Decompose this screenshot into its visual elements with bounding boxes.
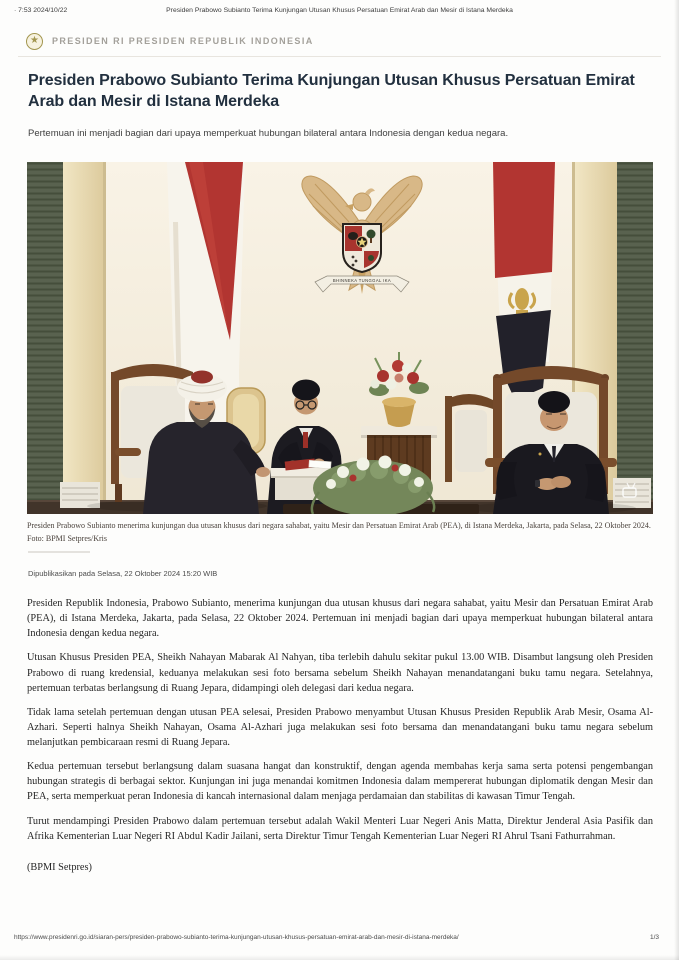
page-indicator: 1/3	[649, 934, 659, 941]
section-divider	[28, 551, 90, 553]
site-header	[18, 26, 661, 57]
site-brand: PRESIDEN RI PRESIDEN REPUBLIK INDONESIA	[52, 36, 314, 46]
paragraph: Presiden Republik Indonesia, Prabowo Subianto, menerima kunjungan dua utusan khusus dari negara sahabat, yaitu Mesir dan Persatuan Emirat Arab (PEA), di Istana Merdeka, Jakarta, pada Selasa, 22 Oktober 2024. Pertemuan ini menjadi bagian dari upaya memperkuat hubungan bilateral antara Indonesia dengan kedua negara.	[27, 598, 653, 640]
right-radiator	[613, 478, 651, 508]
star-icon: ★	[30, 34, 39, 46]
published-date: Dipublikasikan pada Selasa, 22 Oktober 2024 15:20 WIB	[28, 569, 218, 578]
black-peci	[292, 380, 320, 401]
right-window-shutter	[617, 162, 653, 514]
presiden-ri-logo	[26, 33, 43, 50]
black-peci	[538, 391, 570, 413]
print-doc-title: Presiden Prabowo Subianto Terima Kunjungan Utusan Khusus Persatuan Emirat Arab dan Mesir di Istana Merdeka	[166, 7, 513, 14]
left-window-shutter	[27, 162, 63, 514]
print-header	[14, 7, 665, 19]
print-footer	[14, 934, 659, 946]
paragraph: Turut mendampingi Presiden Prabowo dalam pertemuan tersebut adalah Wakil Menteri Luar Negeri Anis Matta, Direktur Jenderal Asia Pasifik dan Afrika Kementerian Luar Negeri RI Abdul Kadir Jailani, serta Direktur Timur Tengah Kementerian Luar Negeri RI Ahrul Tsani Fathurrahman.	[27, 815, 653, 842]
article-title: Presiden Prabowo Subianto Terima Kunjungan Utusan Khusus Persatuan Emirat Arab dan Mesir di Istana Merdeka	[28, 72, 635, 111]
source-url: https://www.presidenri.go.id/siaran-pers/presiden-prabowo-subianto-terima-kunjungan-utusan-khusus-persatuan-emirat-arab-dan-mesir-di-istana-merdeka/	[14, 934, 459, 941]
article-subtitle: Pertemuan ini menjadi bagian dari upaya memperkuat hubungan bilateral antara Indonesia dengan kedua negara.	[28, 128, 509, 139]
article-body	[27, 596, 653, 884]
article-credit: (BPMI Setpres)	[27, 861, 92, 873]
emblem-banner-text: BHINNEKA TUNGGAL IKA	[332, 278, 392, 283]
left-column	[63, 162, 105, 514]
paragraph: Tidak lama setelah pertemuan dengan utusan PEA selesai, Presiden Prabowo menyambut Utusan Khusus Presiden Republik Arab Mesir, Osama Al-Azhari. Seperti halnya Sheikh Nahayan, Osama Al-Azhari juga melakukan sesi foto bersama dan menandatangani buku tamu negara sebelum melanjutkan pembicaraan resmi di Ruang Jepara.	[27, 706, 653, 748]
print-timestamp: · 7:53 2024/10/22	[14, 7, 68, 14]
paragraph: Kedua pertemuan tersebut berlangsung dalam suasana hangat dan konstruktif, dengan agenda membahas kerja sama serta potensi pengembangan hubungan strategis di berbagai sektor. Kunjungan ini juga menandai komitmen Indonesia dalam mempererat hubungan diplomatik dengan Mesir dan PEA, serta memperkuat peran Indonesia di kancah internasional dalam menjaga perdamaian dan stabilitas di kawasan Timur Tengah.	[27, 761, 653, 803]
article-photo	[27, 162, 653, 514]
paragraph: Utusan Khusus Presiden PEA, Sheikh Nahayan Mabarak Al Nahyan, tiba terlebih dahulu sekitar pukul 13.00 WIB. Disambut langsung oleh Presiden Prabowo di ruang kredensial, keduanya melakukan sesi foto bersama sebelum Sheikh Nahayan menandatangani buku tamu negara. Setelahnya, pertemuan terbatas berlangsung di Ruang Jepara, didampingi oleh delegasi dari kedua negara.	[27, 652, 653, 694]
photo-caption: Presiden Prabowo Subianto menerima kunjungan dua utusan khusus dari negara sahabat, yaitu Mesir dan Persatuan Emirat Arab (PEA), di Istana Merdeka, Jakarta, pada Selasa, 22 Oktober 2024. Foto: BPMI Setpres/Kris	[27, 521, 651, 543]
